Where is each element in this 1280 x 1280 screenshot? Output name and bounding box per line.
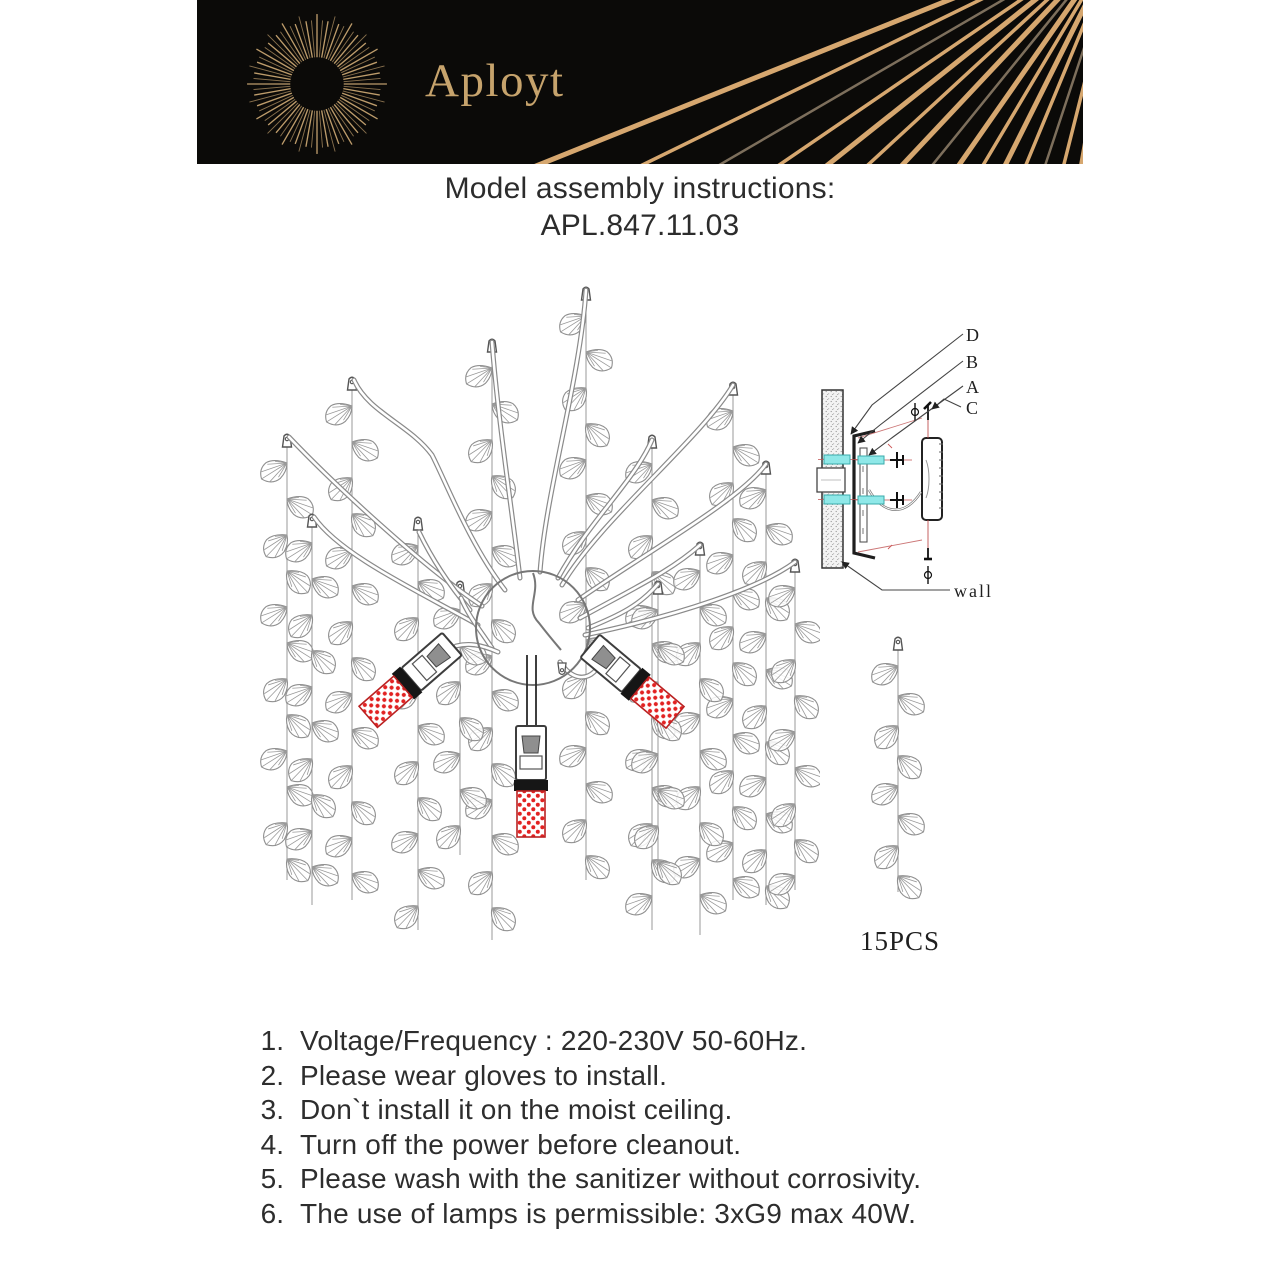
brand-banner: [197, 0, 1083, 164]
title-block: [0, 170, 1280, 244]
chandelier-diagram: [250, 278, 820, 988]
screw-top: [912, 402, 932, 438]
item-text: Voltage/Frequency : 220-230V 50-60Hz.: [300, 1025, 808, 1056]
label-b: B: [966, 352, 979, 372]
strand-count-label: 15PCS: [860, 926, 941, 956]
label-d: D: [966, 325, 979, 345]
item-number: 1.: [260, 1025, 284, 1056]
label-a: A: [966, 377, 979, 397]
item-text: Please wear gloves to install.: [300, 1059, 668, 1091]
label-c: C: [966, 398, 979, 418]
rays-decoration-icon: [197, 0, 1083, 164]
item-text: The use of lamps is permissible: 3xG9 max 40W.: [300, 1197, 917, 1229]
instruction-list: [240, 1024, 1080, 1231]
screw-bottom: [924, 520, 932, 584]
page-title: Model assembly instructions:: [444, 172, 836, 205]
item-number: 5.: [260, 1163, 284, 1194]
crystal-strand-diagram: [850, 625, 975, 915]
item-text: Don`t install it on the moist ceiling.: [300, 1094, 733, 1125]
item-number: 3.: [260, 1094, 284, 1125]
brand-name: Aployt: [425, 55, 565, 107]
model-number: APL.847.11.03: [540, 209, 740, 242]
item-number: 2.: [260, 1059, 284, 1091]
label-wall: wall: [954, 581, 993, 601]
list-item: [240, 1093, 1080, 1128]
item-number: 6.: [260, 1197, 284, 1229]
item-text: Turn off the power before cleanout.: [300, 1128, 742, 1160]
list-item: [240, 1162, 1080, 1197]
wall-mount-diagram: [795, 295, 1025, 615]
list-item: [240, 1197, 1080, 1232]
item-text: Please wash with the sanitizer without corrosivity.: [300, 1163, 922, 1194]
list-item: [240, 1024, 1080, 1059]
list-item: [240, 1128, 1080, 1163]
item-number: 4.: [260, 1128, 284, 1160]
list-item: [240, 1059, 1080, 1094]
